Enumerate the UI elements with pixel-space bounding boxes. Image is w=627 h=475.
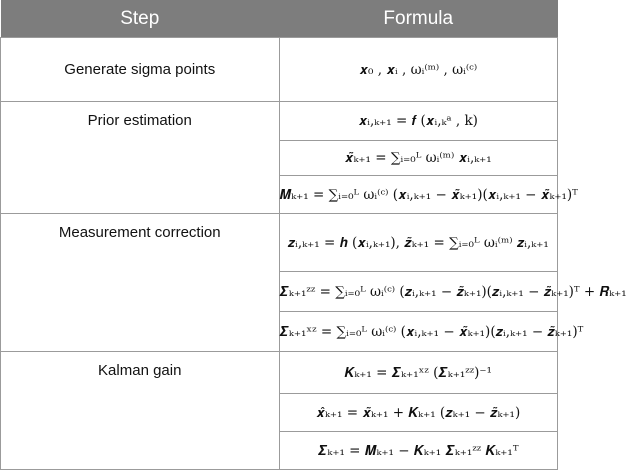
formula-cell <box>279 141 558 176</box>
formula-cell <box>279 214 558 272</box>
formula: 𝜮ₖ₊₁ˣᶻ = ∑ᵢ₌₀ᴸ ωᵢ⁽ᶜ⁾ (𝒙ᵢ,ₖ₊₁ − 𝒙̃ₖ₊₁)(𝒛ᵢ,ₖ₊₁ − 𝒛̃ₖ₊₁)ᵀ <box>279 323 584 340</box>
step-cell: Measurement correction <box>1 214 280 352</box>
formula-cell <box>279 352 558 394</box>
formula: 𝒙₀ , 𝒙ᵢ , ωᵢ⁽ᵐ⁾ , ωᵢ⁽ᶜ⁾ <box>359 61 478 78</box>
header-step: Step <box>1 0 280 38</box>
step-cell: Kalman gain <box>1 352 280 470</box>
formula: 𝜮ₖ₊₁ = 𝑴ₖ₊₁ − 𝑲ₖ₊₁ 𝜮ₖ₊₁ᶻᶻ 𝑲ₖ₊₁ᵀ <box>317 442 519 459</box>
formula: 𝑲ₖ₊₁ = 𝜮ₖ₊₁ˣᶻ (𝜮ₖ₊₁ᶻᶻ)⁻¹ <box>344 364 492 381</box>
formula: 𝜮ₖ₊₁ᶻᶻ = ∑ᵢ₌₀ᴸ ωᵢ⁽ᶜ⁾ (𝒛ᵢ,ₖ₊₁ − 𝒛̃ₖ₊₁)(𝒛ᵢ,ₖ₊₁ − 𝒛̃ₖ₊₁)ᵀ + 𝑹ₖ₊₁ <box>279 283 627 300</box>
formula-cell <box>279 38 558 102</box>
formula: 𝒙̃ₖ₊₁ = ∑ᵢ₌₀ᴸ ωᵢ⁽ᵐ⁾ 𝒙ᵢ,ₖ₊₁ <box>344 150 492 166</box>
step-cell: Prior estimation <box>1 102 280 214</box>
formula: 𝒛ᵢ,ₖ₊₁ = 𝒉 (𝒙ᵢ,ₖ₊₁), 𝒛̃ₖ₊₁ = ∑ᵢ₌₀ᴸ ωᵢ⁽ᵐ⁾ 𝒛ᵢ,ₖ₊₁ <box>287 234 549 251</box>
table-row <box>1 214 558 272</box>
formula-cell <box>279 272 627 312</box>
table-row <box>1 352 558 394</box>
formula-cell <box>279 102 558 141</box>
formula-cell <box>279 394 558 432</box>
formula-cell <box>279 432 558 470</box>
step-cell: Generate sigma points <box>1 38 280 102</box>
formula-cell <box>279 176 578 214</box>
header-row <box>1 0 558 38</box>
header-formula: Formula <box>279 0 558 38</box>
formula: 𝑴ₖ₊₁ = ∑ᵢ₌₀ᴸ ωᵢ⁽ᶜ⁾ (𝒙ᵢ,ₖ₊₁ − 𝒙̃ₖ₊₁)(𝒙ᵢ,ₖ₊₁ − 𝒙̃ₖ₊₁)ᵀ <box>279 186 578 203</box>
formula-cell <box>279 312 584 352</box>
table-row <box>1 38 558 102</box>
formula: 𝒙̂ₖ₊₁ = 𝒙̃ₖ₊₁ + 𝑲ₖ₊₁ (𝒛ₖ₊₁ − 𝒛̃ₖ₊₁) <box>316 404 521 421</box>
formula: 𝒙ᵢ,ₖ₊₁ = 𝒇 (𝒙ᵢ,ₖᵃ , k) <box>358 113 478 129</box>
table-row <box>1 102 558 141</box>
